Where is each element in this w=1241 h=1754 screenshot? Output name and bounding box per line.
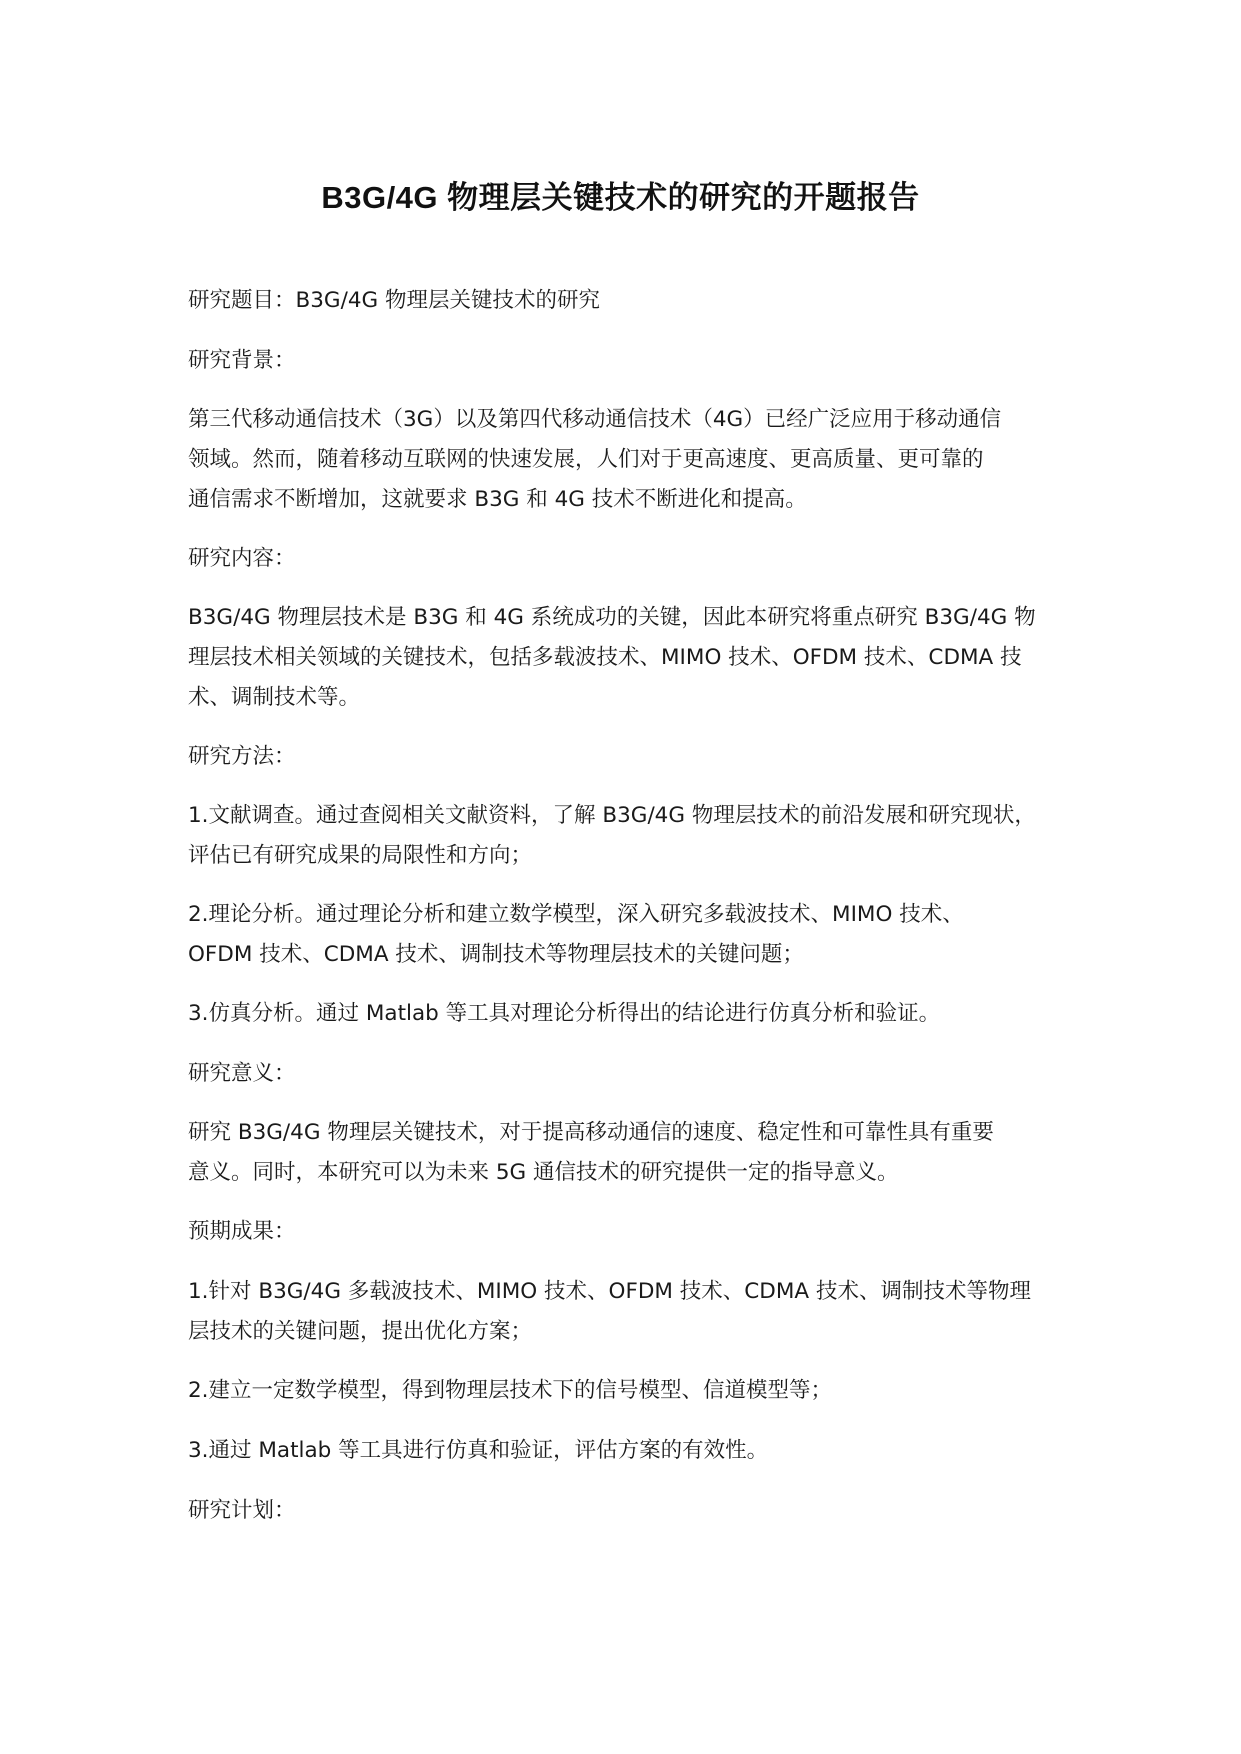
text-line: 理层技术相关领域的关键技术，包括多载波技术、MIMO 技术、OFDM 技术、CDMA 技 bbox=[188, 645, 1022, 670]
heading-expected-results bbox=[188, 1212, 1088, 1252]
paragraph-research-topic bbox=[188, 281, 1088, 321]
paragraph-result-1 bbox=[188, 1272, 1088, 1352]
text-line: 意义。同时，本研究可以为未来 5G 通信技术的研究提供一定的指导意义。 bbox=[188, 1160, 899, 1185]
text-line: 第三代移动通信技术（3G）以及第四代移动通信技术（4G）已经广泛应用于移动通信 bbox=[188, 407, 1002, 432]
paragraph-method-3 bbox=[188, 994, 1088, 1034]
text-line: 2.理论分析。通过理论分析和建立数学模型，深入研究多载波技术、MIMO 技术、 bbox=[188, 902, 964, 927]
text-line: B3G/4G 物理层技术是 B3G 和 4G 系统成功的关键，因此本研究将重点研究 B3G/4G 物 bbox=[188, 605, 1036, 630]
text-line: 层技术的关键问题，提出优化方案； bbox=[188, 1319, 533, 1344]
document-title: B3G/4G 物理层关键技术的研究的开题报告 bbox=[321, 180, 920, 215]
heading-research-significance bbox=[188, 1054, 1088, 1094]
text-line: 研究题目：B3G/4G 物理层关键技术的研究 bbox=[188, 288, 601, 313]
text-line: 通信需求不断增加，这就要求 B3G 和 4G 技术不断进化和提高。 bbox=[188, 487, 807, 512]
text-line: 研究计划： bbox=[188, 1498, 296, 1523]
heading-research-content bbox=[188, 539, 1088, 579]
text-line: 术、调制技术等。 bbox=[188, 685, 361, 710]
text-line: 预期成果： bbox=[188, 1219, 296, 1244]
text-line: 研究方法： bbox=[188, 744, 296, 769]
paragraph-research-significance bbox=[188, 1113, 1088, 1193]
text-line: 研究内容： bbox=[188, 546, 296, 571]
paragraph-result-3 bbox=[188, 1431, 1088, 1471]
paragraph-result-2 bbox=[188, 1371, 1088, 1411]
paragraph-research-background bbox=[188, 400, 1088, 520]
text-line: 2.建立一定数学模型，得到物理层技术下的信号模型、信道模型等； bbox=[188, 1378, 833, 1403]
heading-research-methods bbox=[188, 737, 1088, 777]
heading-research-plan bbox=[188, 1491, 1088, 1531]
text-line: OFDM 技术、CDMA 技术、调制技术等物理层技术的关键问题； bbox=[188, 942, 804, 967]
text-line: 领域。然而，随着移动互联网的快速发展，人们对于更高速度、更高质量、更可靠的 bbox=[188, 447, 984, 472]
text-line: 研究背景： bbox=[188, 348, 296, 373]
heading-research-background bbox=[188, 341, 1088, 381]
text-line: 3.仿真分析。通过 Matlab 等工具对理论分析得出的结论进行仿真分析和验证。 bbox=[188, 1001, 941, 1026]
paragraph-method-2 bbox=[188, 895, 1088, 975]
text-line: 研究意义： bbox=[188, 1061, 296, 1086]
text-line: 研究 B3G/4G 物理层关键技术，对于提高移动通信的速度、稳定性和可靠性具有重要 bbox=[188, 1120, 994, 1145]
text-line: 1.针对 B3G/4G 多载波技术、MIMO 技术、OFDM 技术、CDMA 技术、调制技术等物理 bbox=[188, 1279, 1031, 1304]
paragraph-research-content bbox=[188, 598, 1088, 718]
text-line: 1.文献调查。通过查阅相关文献资料，了解 B3G/4G 物理层技术的前沿发展和研究现状， bbox=[188, 803, 1036, 828]
paragraph-method-1 bbox=[188, 796, 1088, 876]
text-line: 3.通过 Matlab 等工具进行仿真和验证，评估方案的有效性。 bbox=[188, 1438, 769, 1463]
text-line: 评估已有研究成果的局限性和方向； bbox=[188, 843, 533, 868]
